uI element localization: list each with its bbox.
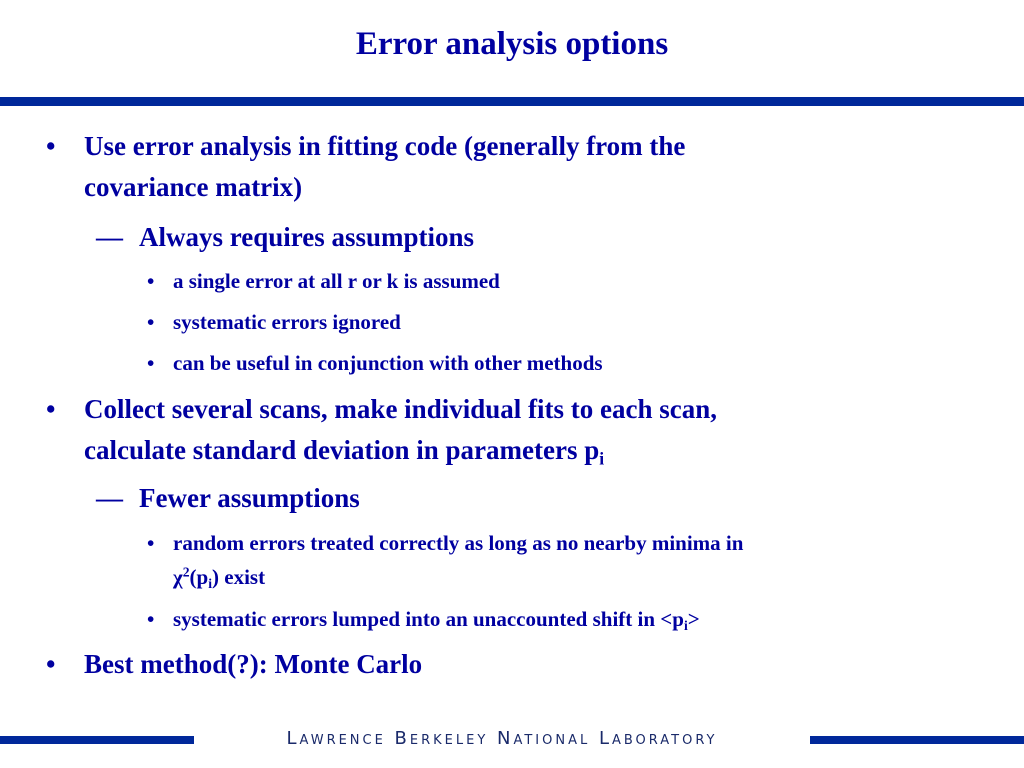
bullet-2-line-1: Collect several scans, make individual fits to each scan, <box>84 394 717 424</box>
bullet-marker: • <box>46 649 56 679</box>
bullet-marker: • <box>147 531 155 555</box>
bullet-marker: • <box>147 607 155 631</box>
sub-point-always-requires-assumptions: Always requires assumptions <box>139 222 475 252</box>
bullet-1-line-1: Use error analysis in fitting code (generally from the <box>84 131 686 161</box>
sub-item-systematic-errors-lumped: systematic errors lumped into an unaccounted shift in $<p_i>$ <box>173 607 700 634</box>
bullet-marker: • <box>147 269 155 293</box>
bullet-marker: • <box>46 394 56 424</box>
bullet-marker: • <box>147 351 155 375</box>
bullet-2-line-2: calculate standard deviation in parameters $p_i$ <box>84 435 605 469</box>
sub-item-random-errors-line-1: random errors treated correctly as long as no nearby minima in <box>173 531 744 555</box>
sub-item-single-error: a single error at all r or k is assumed <box>173 269 500 293</box>
footer-lab-name: Lawrence Berkeley National Laboratory <box>286 728 718 749</box>
bullet-3-monte-carlo: Best method(?): Monte Carlo <box>84 649 423 679</box>
dash-marker: — <box>96 222 123 252</box>
sub-item-systematic-errors-ignored: systematic errors ignored <box>173 310 401 334</box>
footer-divider-right <box>810 736 1024 744</box>
dash-marker: — <box>96 483 123 513</box>
bullet-1-line-2: covariance matrix) <box>84 172 303 202</box>
bullet-marker: • <box>147 310 155 334</box>
slide-title: Error analysis options <box>355 26 669 62</box>
footer-divider-left <box>0 736 194 744</box>
bullet-marker: • <box>46 131 56 161</box>
sub-point-fewer-assumptions: Fewer assumptions <box>139 483 360 513</box>
sub-item-random-errors-line-2: $\chi^2(p_i)$ exist <box>173 564 266 592</box>
sub-item-useful-in-conjunction: can be useful in conjunction with other methods <box>173 351 603 375</box>
